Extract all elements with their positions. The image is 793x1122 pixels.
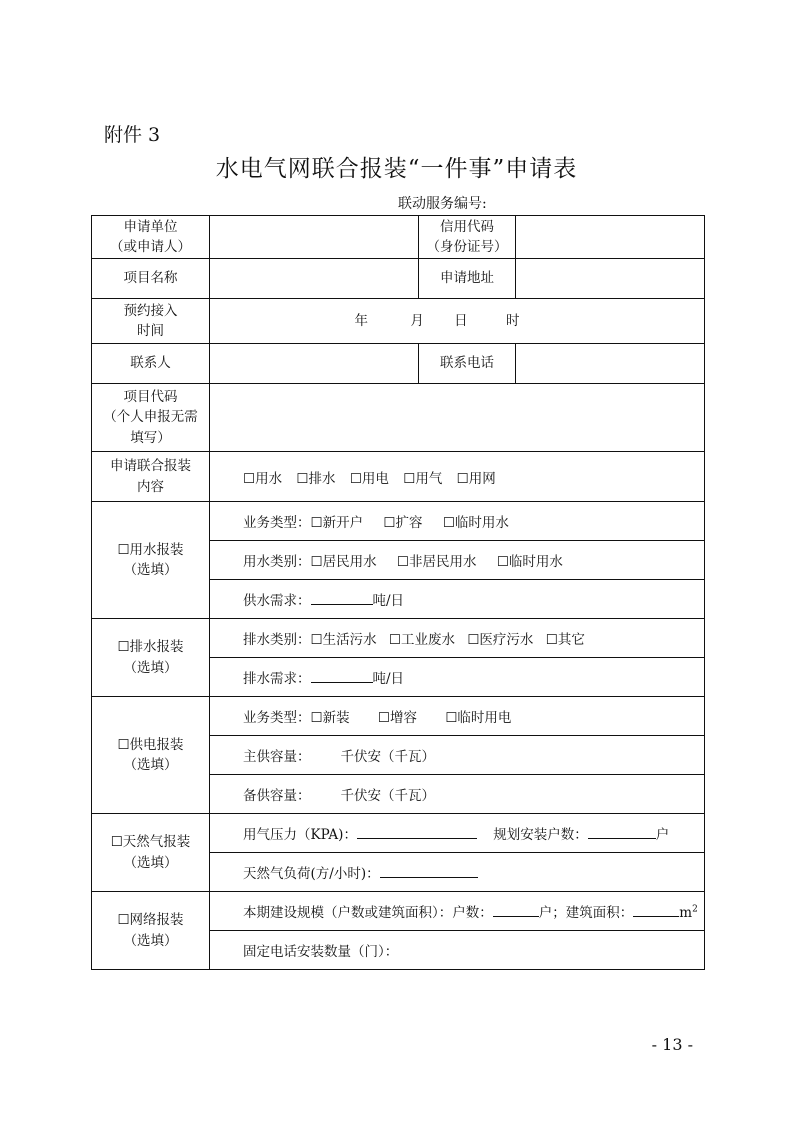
network-section-head xyxy=(92,892,210,970)
address-label: 申请地址 xyxy=(419,259,516,299)
water-biz-label: 业务类型： xyxy=(243,515,311,531)
project-name-input[interactable] xyxy=(210,259,419,299)
water-optional-note: （选填） xyxy=(123,562,178,578)
drain-cat-cell xyxy=(210,619,705,658)
gas-households-label: 规划安装户数： xyxy=(493,827,588,843)
address-input[interactable] xyxy=(516,259,705,299)
drain-cat-medical[interactable]: ☐医疗污水 xyxy=(467,632,534,648)
gas-optional-note: （选填） xyxy=(123,854,178,871)
network-area-blank[interactable] xyxy=(633,902,679,917)
power-biz-new[interactable]: ☐新装 xyxy=(310,710,350,726)
water-cat-temp[interactable]: ☐临时用水 xyxy=(496,554,563,570)
attachment-label: 附件 3 xyxy=(104,124,161,146)
drain-cat-other[interactable]: ☐其它 xyxy=(545,632,585,648)
power-backup-cell xyxy=(210,775,705,814)
phone-label: 联系电话 xyxy=(419,344,516,384)
project-code-label-cell xyxy=(92,384,210,452)
drain-demand-unit: 吨/日 xyxy=(372,671,405,687)
credit-code-label-cell xyxy=(419,216,516,259)
gas-pressure-blank[interactable] xyxy=(357,824,477,839)
content-label-cell xyxy=(92,452,210,502)
appointment-time-input[interactable] xyxy=(210,299,705,344)
network-optional-note: （选填） xyxy=(123,932,178,949)
drain-demand-blank[interactable] xyxy=(311,668,373,683)
project-code-note-2: 填写） xyxy=(130,429,171,446)
power-biz-label: 业务类型： xyxy=(243,710,311,726)
row-power-biz xyxy=(92,697,705,736)
applicant-label-cell xyxy=(92,216,210,259)
drain-cat-domestic[interactable]: ☐生活污水 xyxy=(310,632,377,648)
water-biz-temp[interactable]: ☐临时用水 xyxy=(442,515,509,531)
page-number: - 13 - xyxy=(651,1035,693,1054)
row-drain-cat xyxy=(92,619,705,658)
option-water[interactable]: ☐用水 xyxy=(243,470,283,487)
power-backup-label: 备供容量： xyxy=(243,788,311,804)
hour-label: 时 xyxy=(505,312,520,329)
gas-load-blank[interactable] xyxy=(380,863,478,878)
applicant-label-note: （或申请人） xyxy=(110,239,191,255)
year-label: 年 xyxy=(354,312,369,329)
power-optional-note: （选填） xyxy=(123,757,178,773)
option-power[interactable]: ☐用电 xyxy=(349,470,389,487)
content-label-2: 内容 xyxy=(137,478,164,495)
applicant-input[interactable] xyxy=(210,216,419,259)
power-biz-temp[interactable]: ☐临时用电 xyxy=(445,710,512,726)
row-content xyxy=(92,452,705,502)
drain-demand-cell xyxy=(210,658,705,697)
credit-code-input[interactable] xyxy=(516,216,705,259)
row-water-biz xyxy=(92,502,705,541)
network-households-blank[interactable] xyxy=(493,902,539,917)
project-code-input[interactable] xyxy=(210,384,705,452)
contact-label: 联系人 xyxy=(92,344,210,384)
gas-households-unit: 户 xyxy=(655,827,670,843)
gas-load-cell xyxy=(210,853,705,892)
power-section-head xyxy=(92,697,210,814)
water-demand-unit: 吨/日 xyxy=(372,593,405,609)
network-phone-cell xyxy=(210,931,705,970)
drain-cat-industrial[interactable]: ☐工业废水 xyxy=(388,632,456,648)
option-drainage[interactable]: ☐排水 xyxy=(296,470,336,487)
water-checkbox-label[interactable]: ☐用水报装 xyxy=(117,541,184,558)
project-code-label: 项目代码 xyxy=(123,389,178,406)
project-code-note: （个人申报无需 xyxy=(103,409,198,426)
project-name-label: 项目名称 xyxy=(92,259,210,299)
water-cat-label: 用水类别： xyxy=(243,554,311,570)
network-households-unit: 户；建筑面积： xyxy=(538,905,634,921)
contact-input[interactable] xyxy=(210,344,419,384)
water-biz-cell xyxy=(210,502,705,541)
drain-demand-label: 排水需求： xyxy=(243,671,311,687)
gas-load-label: 天然气负荷(方/小时)： xyxy=(243,866,380,882)
water-cat-cell xyxy=(210,541,705,580)
gas-households-blank[interactable] xyxy=(588,824,656,839)
gas-pressure-cell xyxy=(210,814,705,853)
credit-code-label: 信用代码 xyxy=(440,218,494,235)
drain-optional-note: （选填） xyxy=(123,659,178,676)
phone-input[interactable] xyxy=(516,344,705,384)
drain-cat-label: 排水类别： xyxy=(243,632,311,648)
row-applicant xyxy=(92,216,705,259)
row-gas-pressure xyxy=(92,814,705,853)
water-demand-label: 供水需求： xyxy=(243,593,311,609)
row-project-code xyxy=(92,384,705,452)
day-label: 日 xyxy=(454,312,468,329)
application-form-table xyxy=(91,215,705,970)
credit-code-note: （身份证号） xyxy=(426,239,508,255)
drain-checkbox-label[interactable]: ☐排水报装 xyxy=(117,639,184,656)
row-project-name xyxy=(92,259,705,299)
appointment-label: 预约接入 xyxy=(123,302,178,319)
content-options xyxy=(210,452,705,502)
power-checkbox-label[interactable]: ☐供电报装 xyxy=(117,736,184,753)
gas-pressure-label: 用气压力（KPA)： xyxy=(243,827,357,843)
water-biz-expand[interactable]: ☐扩容 xyxy=(383,515,423,531)
power-backup-unit: 千伏安（千瓦） xyxy=(340,788,435,804)
network-phone-label: 固定电话安装数量（门）： xyxy=(243,944,399,960)
network-scale-cell xyxy=(210,892,705,931)
row-contact xyxy=(92,344,705,384)
water-biz-new[interactable]: ☐新开户 xyxy=(310,515,364,531)
water-demand-blank[interactable] xyxy=(311,590,373,605)
power-biz-cell xyxy=(210,697,705,736)
appointment-label-2: 时间 xyxy=(137,323,164,339)
row-appointment xyxy=(92,299,705,344)
form-title: 水电气网联合报装“一件事”申请表 xyxy=(215,156,578,182)
network-checkbox-label[interactable]: ☐网络报装 xyxy=(117,912,184,929)
option-gas[interactable]: ☐用气 xyxy=(403,470,443,487)
network-area-sup: 2 xyxy=(692,904,698,915)
gas-checkbox-label[interactable]: ☐天然气报装 xyxy=(110,834,191,851)
serial-number-label: 联动服务编号: xyxy=(398,196,487,212)
content-label: 申请联合报装 xyxy=(110,458,191,475)
water-cat-nonresident[interactable]: ☐非居民用水 xyxy=(396,554,477,570)
network-scale-label: 本期建设规模（户数或建筑面积）：户数： xyxy=(243,905,493,921)
applicant-label: 申请单位 xyxy=(123,218,178,235)
network-area-unit: m xyxy=(679,905,693,921)
power-main-cell xyxy=(210,736,705,775)
water-section-head xyxy=(92,502,210,619)
power-main-label: 主供容量： xyxy=(243,749,311,765)
gas-section-head xyxy=(92,814,210,892)
power-biz-increase[interactable]: ☐增容 xyxy=(377,710,418,726)
water-demand-cell xyxy=(210,580,705,619)
power-main-unit: 千伏安（千瓦） xyxy=(340,749,435,765)
option-network[interactable]: ☐用网 xyxy=(456,470,496,487)
month-label: 月 xyxy=(410,312,424,329)
water-cat-resident[interactable]: ☐居民用水 xyxy=(310,554,377,570)
row-network-scale xyxy=(92,892,705,931)
appointment-label-cell xyxy=(92,299,210,344)
drain-section-head xyxy=(92,619,210,697)
